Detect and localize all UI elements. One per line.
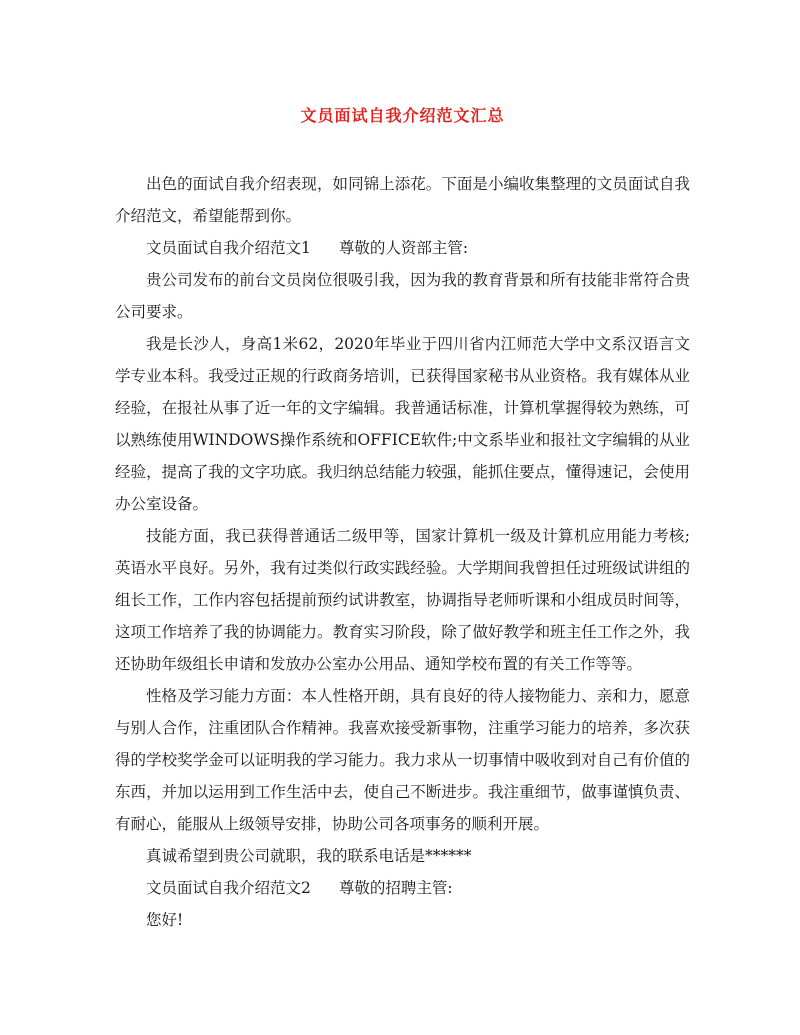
document-title: 文员面试自我介绍范文汇总	[300, 106, 505, 125]
sample-2-heading: 文员面试自我介绍范文2	[146, 879, 311, 897]
sample-1-personality-paragraph: 性格及学习能力方面：本人性格开朗，具有良好的待人接物能力、亲和力，愿意与别人合作，注重团队合作精神。我喜欢接受新事物，注重学习能力的培养，多次获得的学校奖学金可以证明我的学习能力。我力求从一切事情中吸收到对自己有价值的东西，并加以运用到工作生活中去，使自己不断进步。我注重细节，做事谨慎负责、有耐心，能服从上级领导安排，协助公司各项事务的顺利开展。	[115, 687, 690, 833]
document-page	[115, 104, 690, 936]
intro-paragraph: 出色的面试自我介绍表现，如同锦上添花。下面是小编收集整理的文员面试自我介绍范文，希望能帮到你。	[115, 175, 690, 225]
sample-1-heading: 文员面试自我介绍范文1	[146, 239, 311, 257]
sample-2-salutation: 尊敬的招聘主管:	[338, 879, 453, 897]
sample-2-greeting: 您好!	[146, 911, 184, 929]
sample-1-heading-line	[115, 232, 690, 264]
sample-1-background-paragraph: 我是长沙人，身高1米62，2020年毕业于四川省内江师范大学中文系汉语言文学专业本科。我受过正规的行政商务培训，已获得国家秘书从业资格。我有媒体从业经验，在报社从事了近一年的文字编辑。我普通话标准，计算机掌握得较为熟练，可以熟练使用WINDOWS操作系统和OFFICE软件;中文系毕业和报社文字编辑的从业经验，提高了我的文字功底。我归纳总结能力较强，能抓住要点，懂得速记，会使用办公室设备。	[115, 335, 690, 513]
sample-2-heading-line	[115, 872, 690, 904]
sample-1-opening-paragraph: 贵公司发布的前台文员岗位很吸引我，因为我的教育背景和所有技能非常符合贵公司要求。	[115, 271, 690, 321]
sample-1-salutation: 尊敬的人资部主管:	[338, 239, 469, 257]
sample-1-skills-paragraph: 技能方面，我已获得普通话二级甲等，国家计算机一级及计算机应用能力考核;英语水平良好。另外，我有过类似行政实践经验。大学期间我曾担任过班级试讲组的组长工作，工作内容包括提前预约试讲教室，协调指导老师听课和小组成员时间等，这项工作培养了我的协调能力。教育实习阶段，除了做好教学和班主任工作之外，我还协助年级组长申请和发放办公室办公用品、通知学校布置的有关工作等等。	[115, 527, 690, 673]
sample-1-closing-paragraph: 真诚希望到贵公司就职，我的联系电话是******	[146, 847, 472, 865]
